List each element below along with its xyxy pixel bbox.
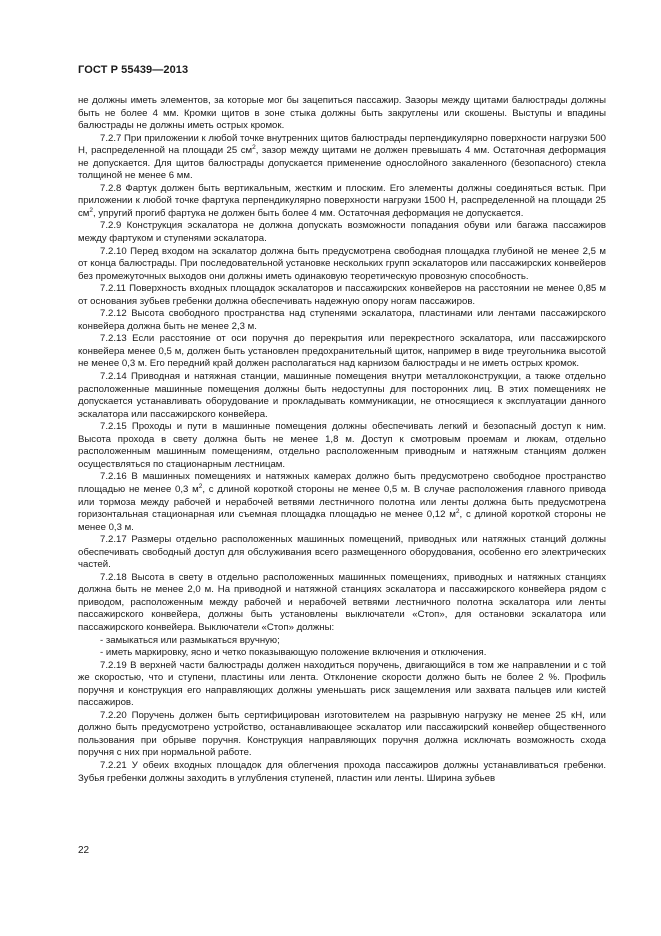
paragraph-7-2-12: 7.2.12 Высота свободного пространства над ступенями эскалатора, пластинами или лентами пассажирского конвейера должна быть не менее 2,3 м. bbox=[78, 308, 606, 332]
page-number: 22 bbox=[78, 845, 90, 856]
paragraph-7-2-8: 7.2.8 Фартук должен быть вертикальным, жестким и плоским. Его элементы должны соединяться встык. При приложении к любой точке фартука перпендикулярно поверхности нагрузки 1500 Н, распределенной на площади 25 $см^2$, упругий прогиб фартука не должен быть более 4 мм. Остаточная деформация не допускается. bbox=[78, 182, 606, 219]
paragraph-7-2-9: 7.2.9 Конструкция эскалатора не должна допускать возможности попадания обуви или багажа пассажиров между фартуком и ступенями эскалатора. bbox=[78, 220, 606, 245]
paragraph-7-2-7: 7.2.7 При приложении к любой точке внутренних щитов балюстрады перпендикулярно поверхности нагрузки 500 Н, распределенной на площади 25 $см^2$, зазор между щитами не должен превышать 4 мм. Остаточная деформация не допускается. Для щитов балюстрады допускается применение однослойного закаленного (безопасного) стекла толщиной не менее 6 мм. bbox=[78, 132, 606, 182]
paragraph-7-2-16: 7.2.16 В машинных помещениях и натяжных камерах должно быть предусмотрено свободное пространство площадью не менее 0,3 $м^2$, с длиной короткой стороны не менее 0,5 м. В случае расположения главного привода или тормоза между рабочей и нерабочей ветвями лестничного полотна или ленты должна быть предусмотрена горизонтальная стационарная или съемная площадка площадью не менее 0,12 $м^2$, с длиной короткой стороны не менее 0,3 м. bbox=[78, 471, 607, 533]
paragraph-continuation: не должны иметь элементов, за которые мог бы зацепиться пассажир. Зазоры между щитами балюстрады должны быть не более 4 мм. Кромки щитов в зоне стыка должны быть закруглены или скошены. Выступы и впадины балюстрады не должны иметь острых кромок. bbox=[78, 95, 606, 132]
paragraph-7-2-11: 7.2.11 Поверхность входных площадок эскалаторов и пассажирских конвейеров на расстоянии не менее 0,85 м от основания зубьев гребенки должна обеспечивать надежную опору ногам пассажиров. bbox=[78, 283, 606, 307]
list-item: - замыкаться или размыкаться вручную; bbox=[78, 635, 606, 648]
paragraph-7-2-20: 7.2.20 Поручень должен быть сертифицирован изготовителем на разрывную нагрузку не менее 25 кН, или должно быть предусмотрено устройство, останавливающее эскалатор или пассажирский конвейер общественного пользования при обрыве поручня. Конструкция направляющих поручня должна исключать возможность схода поручня с них при нормальной работе. bbox=[78, 709, 606, 759]
paragraph-7-2-21: 7.2.21 У обеих входных площадок для облегчения прохода пассажиров должны устанавливаться гребенки. Зубья гребенки должны заходить в углубления ступеней, пластин или ленты. Ширина зубьев bbox=[78, 759, 606, 784]
paragraph-7-2-18: 7.2.18 Высота в свету в отдельно расположенных машинных помещениях, приводных и натяжных станциях должна быть не менее 2,0 м. На приводной и натяжной станциях эскалатора и пассажирского конвейера рядом с приводом, расположенным между рабочей и нерабочей ветвями лестничного полотна эскалатора или ленты пассажирского конвейера, должны быть установлены выключатели «Стоп», для остановки эскалатора или пассажирского конвейера. Выключатели «Стоп» должны: bbox=[78, 571, 606, 633]
body-text bbox=[78, 95, 606, 785]
paragraph-7-2-15: 7.2.15 Проходы и пути в машинные помещения должны обеспечивать легкий и безопасный доступ к ним. Высота прохода в свету должна быть не менее 1,8 м. Доступ к смотровым проемам и люкам, отдельно расположенным машинным помещениям, отдельно расположенным приводным и натяжным станциям должен осуществляться по стационарным лестницам. bbox=[78, 421, 606, 470]
document-header: ГОСТ Р 55439—2013 bbox=[78, 64, 189, 76]
list-item: - иметь маркировку, ясно и четко показывающую положение включения и отключения. bbox=[78, 647, 606, 660]
paragraph-7-2-17: 7.2.17 Размеры отдельно расположенных машинных помещений, приводных или натяжных станций должны обеспечивать свободный доступ для обслуживания всего размещенного оборудования, особенно его электрических частей. bbox=[78, 534, 606, 571]
paragraph-7-2-14: 7.2.14 Приводная и натяжная станции, машинные помещения внутри металлоконструкции, а также отдельно расположенные машинные помещения должны быть недоступны для посторонних лиц. В этих помещениях не допускается устанавливать оборудование и прокладывать коммуникации, не относящиеся к эксплуатации данного эскалатора или пассажирского конвейера. bbox=[78, 371, 606, 420]
paragraph-7-2-10: 7.2.10 Перед входом на эскалатор должна быть предусмотрена свободная площадка глубиной не менее 2,5 м от конца балюстрады. При последовательной установке нескольких групп эскалаторов или пассажирских конвейеров без промежуточных выходов они должны иметь одинаковую теоретическую провозную способность. bbox=[78, 245, 606, 282]
stop-switch-requirements-list bbox=[78, 635, 606, 660]
paragraph-7-2-19: 7.2.19 В верхней части балюстрады должен находиться поручень, двигающийся в том же направлении и с той же скоростью, что и ступени, пластины или лента. Отклонение скорости должно быть не более 2 %. Профиль поручня и конструкция его направляющих должны уменьшать риск защемления или захвата пальцев или кистей пассажиров. bbox=[78, 659, 606, 709]
paragraph-7-2-13: 7.2.13 Если расстояние от оси поручня до перекрытия или перекрестного эскалатора, или пассажирского конвейера менее 0,5 м, должен быть установлен предохранительный щиток, например в виде треугольника высотой не менее 0,3 м. Его передний край должен располагаться над карнизом балюстрады и не иметь острых кромок. bbox=[78, 333, 606, 370]
